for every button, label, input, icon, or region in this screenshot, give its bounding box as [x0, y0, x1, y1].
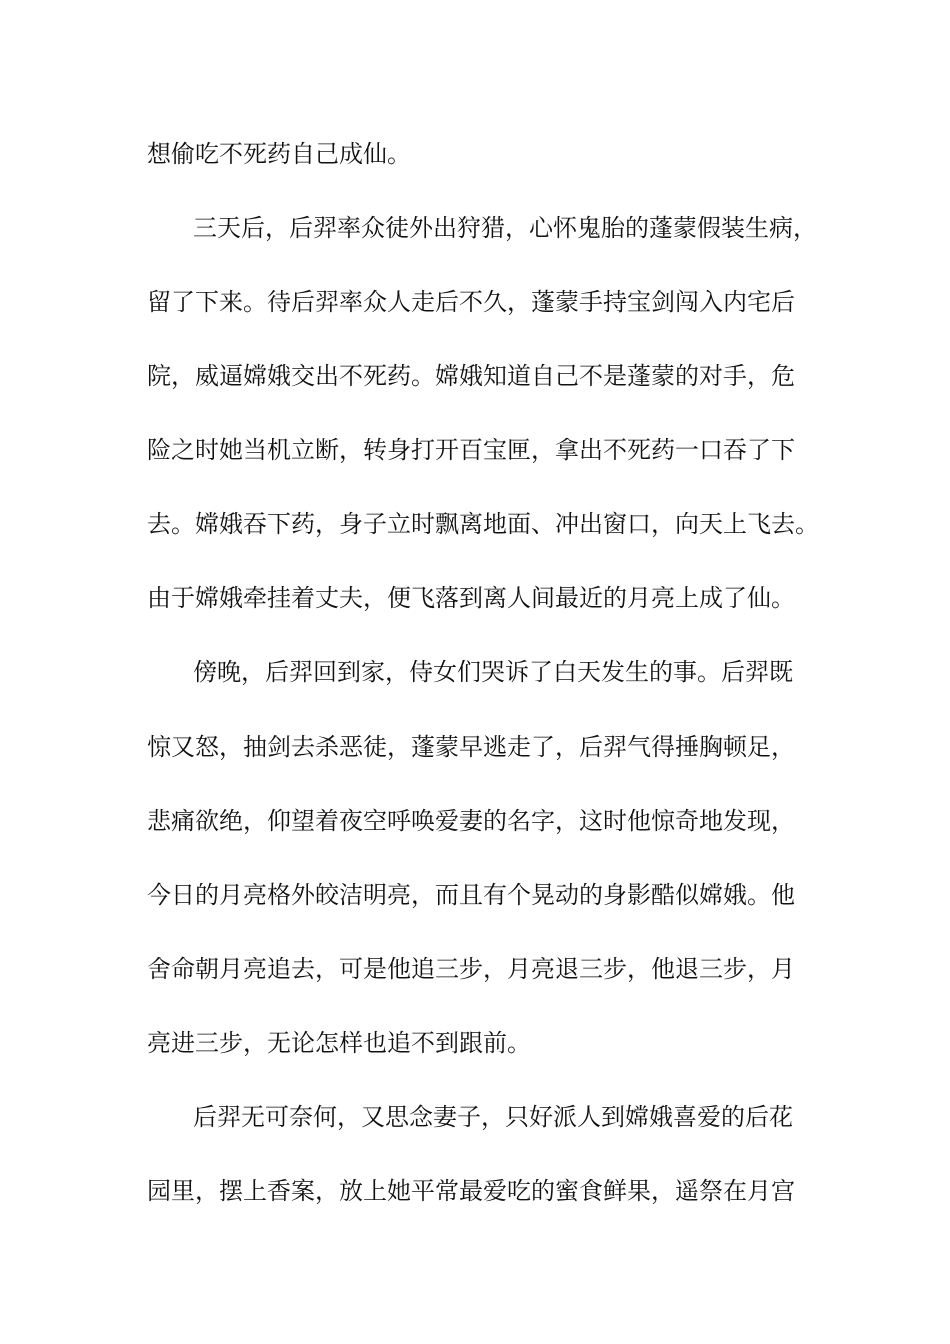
text-line: 险之时她当机立断，转身打开百宝匣，拿出不死药一口吞了下 — [147, 436, 795, 464]
paragraph-start-line: 傍晚，后羿回到家，侍女们哭诉了白天发生的事。后羿既 — [193, 658, 793, 686]
text-line: 惊又怒，抽剑去杀恶徒，蓬蒙早逃走了，后羿气得捶胸顿足， — [147, 733, 795, 761]
text-line: 悲痛欲绝，仰望着夜空呼唤爱妻的名字，这时他惊奇地发现， — [147, 807, 795, 835]
text-line: 院，威逼嫦娥交出不死药。嫦娥知道自己不是蓬蒙的对手，危 — [147, 362, 795, 390]
text-line: 去。嫦娥吞下药，身子立时飘离地面、冲出窗口，向天上飞去。 — [147, 510, 819, 538]
text-line: 由于嫦娥牵挂着丈夫，便飞落到离人间最近的月亮上成了仙。 — [147, 584, 795, 612]
text-line: 亮进三步，无论怎样也追不到跟前。 — [147, 1029, 531, 1057]
text-line: 舍命朝月亮追去，可是他追三步，月亮退三步，他退三步，月 — [147, 955, 795, 983]
text-line: 园里，摆上香案，放上她平常最爱吃的蜜食鲜果，遥祭在月宫 — [147, 1177, 795, 1205]
text-line: 今日的月亮格外皎洁明亮，而且有个晃动的身影酷似嫦娥。他 — [147, 881, 795, 909]
text-line: 想偷吃不死药自己成仙。 — [147, 140, 411, 168]
paragraph-start-line: 后羿无可奈何，又思念妻子，只好派人到嫦娥喜爱的后花 — [193, 1103, 793, 1131]
paragraph-start-line: 三天后，后羿率众徒外出狩猎，心怀鬼胎的蓬蒙假装生病， — [193, 214, 817, 242]
text-line: 留了下来。待后羿率众人走后不久，蓬蒙手持宝剑闯入内宅后 — [147, 288, 795, 316]
